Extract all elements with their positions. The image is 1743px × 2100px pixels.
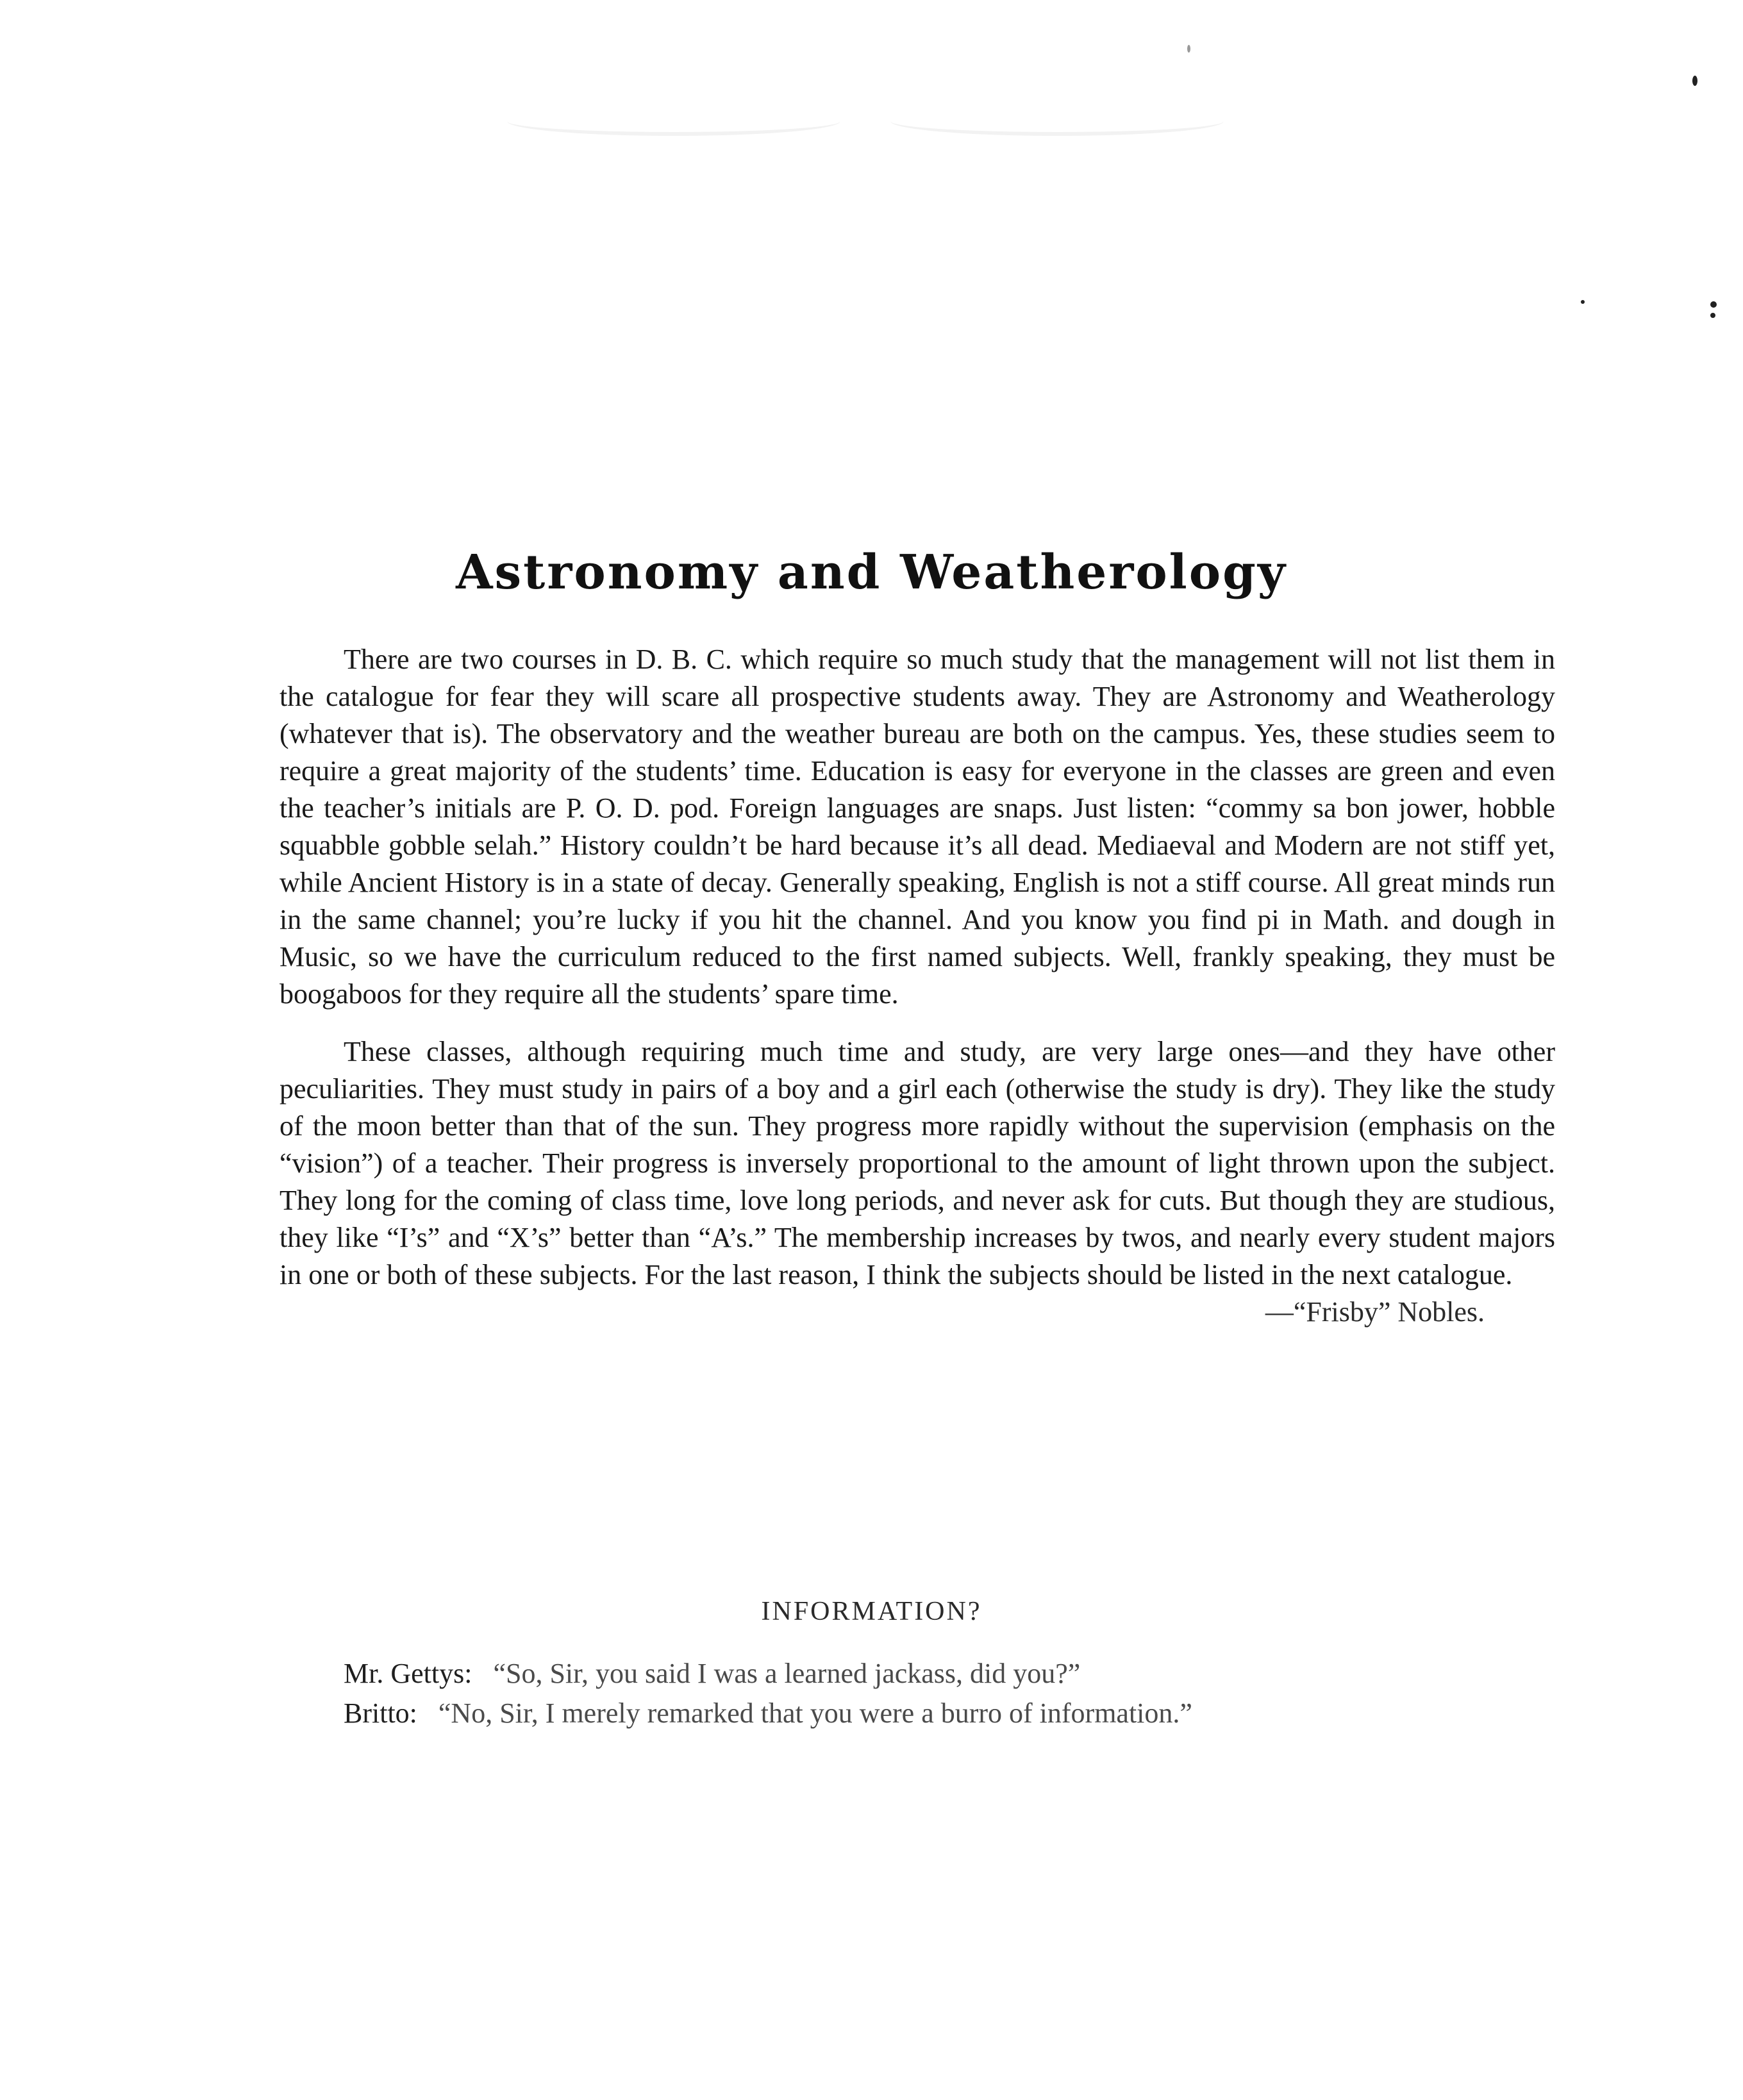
- article-paragraph-1: There are two courses in D. B. C. which require so much study that the management will not list them in the catalogue for fear they will scare all prospective students away. They are Astronomy and Weatherology (whatever that is). The observatory and the weather bureau are both on the campus. Yes, these studies seem to require a great majority of the students’ time. Education is easy for everyone in the classes are green and even the teacher’s initials are P. O. D. pod. Foreign languages are snaps. Just listen: “commy sa bon jower, hobble squabble gobble selah.” History couldn’t be hard because it’s all dead. Mediaeval and Modern are not stiff yet, while Ancient History is in a state of decay. Generally speaking, English is not a stiff course. All great minds run in the same channel; you’re lucky if you hit the channel. And you know you find pi in Math. and dough in Music, so we have the curriculum reduced to the first named subjects. Well, frankly speaking, they must be boogaboos for they require all the students’ spare time.: [279, 644, 1555, 1010]
- information-heading: INFORMATION?: [761, 1597, 982, 1626]
- dialogue-speaker: Mr. Gettys:: [344, 1658, 472, 1689]
- dialogue-line: [344, 1694, 1562, 1733]
- speck-mark: [1710, 313, 1715, 318]
- dialogue-text: “So, Sir, you said I was a learned jackass, did you?”: [493, 1658, 1081, 1689]
- dialogue-speaker: Britto:: [344, 1697, 417, 1729]
- information-dialogue: [344, 1654, 1562, 1733]
- speck-mark: [1710, 301, 1717, 308]
- right-swash-ornament: [890, 106, 1224, 136]
- dialogue-text: “No, Sir, I merely remarked that you were a burro of information.”: [438, 1697, 1192, 1729]
- faded-header-ornament: [128, 61, 1603, 163]
- article-body: [279, 641, 1555, 1331]
- speck-mark: [1581, 300, 1585, 304]
- article-signature: —“Frisby” Nobles.: [1265, 1296, 1485, 1328]
- speck-mark: [1187, 45, 1190, 53]
- speck-mark: [1692, 76, 1697, 86]
- left-swash-ornament: [507, 106, 840, 136]
- article-paragraph-2: These classes, although requiring much time and study, are very large ones—and they have other peculiarities. They must study in pairs of a boy and a girl each (otherwise the study is dry). They like the study of the moon better than that of the sun. They progress more rapidly without the supervision (emphasis on the “vision”) of a teacher. Their progress is inversely proportional to the amount of light thrown upon the subject. They long for the coming of class time, love long periods, and never ask for cuts. But though they are studious, they like “I’s” and “X’s” better than “A’s.” The membership increases by twos, and nearly every student majors in one or both of these subjects. For the last reason, I think the subjects should be listed in the next catalogue.: [279, 1036, 1555, 1290]
- article-title: Astronomy and Weatherology: [456, 545, 1287, 600]
- dialogue-line: [344, 1654, 1562, 1694]
